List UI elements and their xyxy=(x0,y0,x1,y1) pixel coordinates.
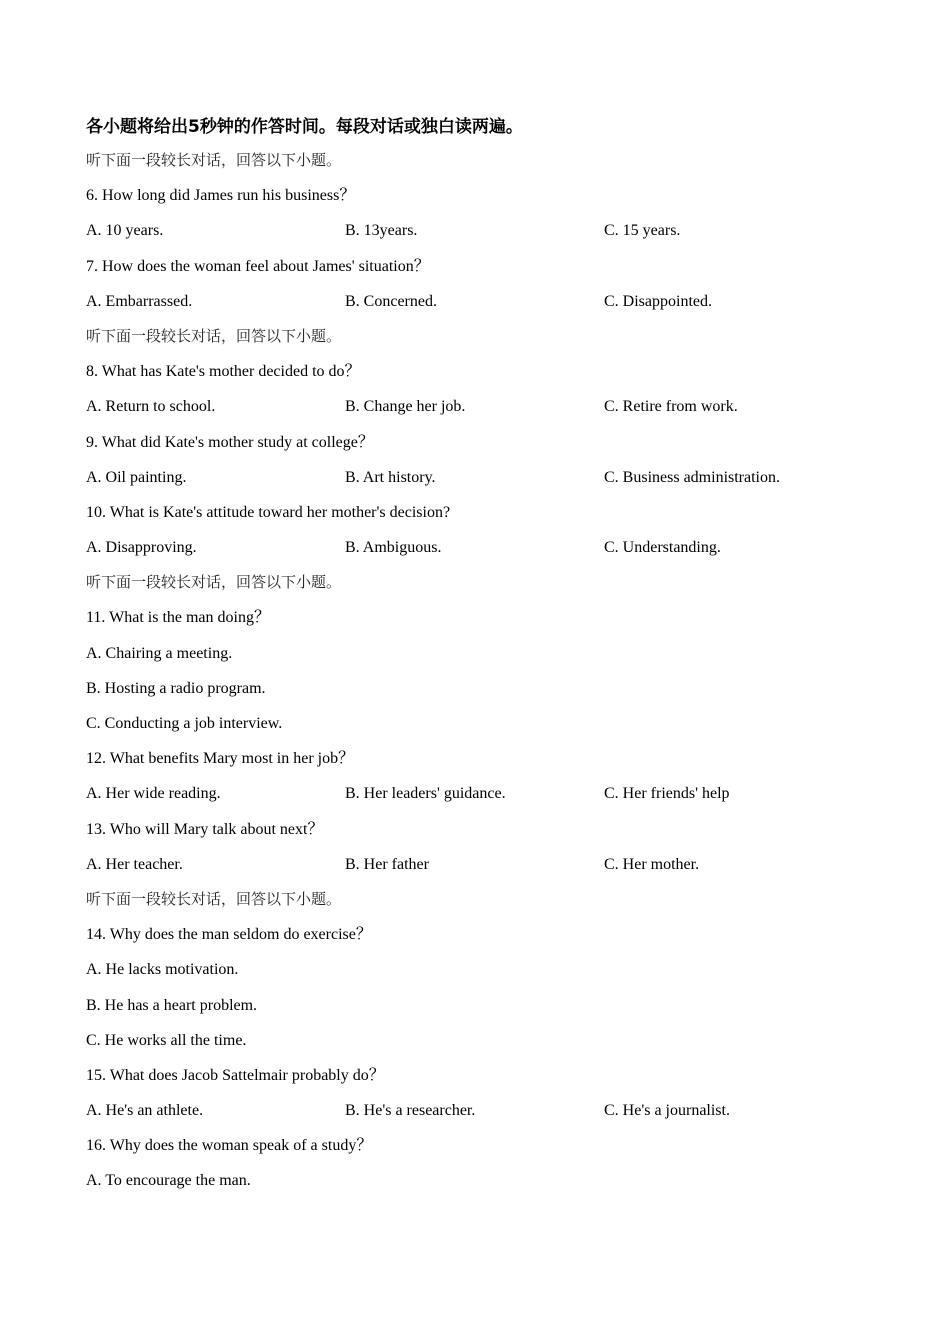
question-8: 8. What has Kate's mother decided to do？ xyxy=(86,363,361,381)
option-b: B. Her leaders' guidance. xyxy=(345,785,506,803)
section-prompt: 听下面一段较长对话，回答以下小题。 xyxy=(86,151,342,169)
option-b: B. Ambiguous. xyxy=(345,539,442,557)
options-8 xyxy=(86,389,886,424)
option-b: B. Her father xyxy=(345,855,429,873)
option-c: C. Disappointed. xyxy=(604,292,712,310)
option-b: B. He's a researcher. xyxy=(345,1102,476,1120)
option-b: B. Concerned. xyxy=(345,292,437,310)
option-a: A. Her wide reading. xyxy=(86,785,221,803)
option-b: B. Change her job. xyxy=(345,398,466,416)
option-a: A. To encourage the man. xyxy=(86,1172,251,1190)
option-a: A. Oil painting. xyxy=(86,468,187,486)
section-prompt: 听下面一段较长对话，回答以下小题。 xyxy=(86,889,342,908)
option-a: A. Embarrassed. xyxy=(86,292,193,310)
option-c: C. Business administration. xyxy=(604,468,780,486)
question-14: 14. Why does the man seldom do exercise？ xyxy=(86,926,372,944)
question-7: 7. How does the woman feel about James' situation？ xyxy=(86,257,430,275)
section-prompt: 听下面一段较长对话，回答以下小题。 xyxy=(86,326,342,345)
option-a: A. He's an athlete. xyxy=(86,1102,204,1120)
options-13 xyxy=(86,847,886,882)
question-16: 16. Why does the woman speak of a study？ xyxy=(86,1137,373,1155)
options-7 xyxy=(86,284,886,319)
question-12: 12. What benefits Mary most in her job？ xyxy=(86,750,355,768)
option-c: C. Her mother. xyxy=(604,855,700,873)
option-b: B. Hosting a radio program. xyxy=(86,679,266,697)
question-13: 13. Who will Mary talk about next？ xyxy=(86,820,324,838)
option-a: A. 10 years. xyxy=(86,222,164,240)
option-a: A. Her teacher. xyxy=(86,855,183,873)
option-c: C. He's a journalist. xyxy=(604,1102,730,1120)
option-c: C. Conducting a job interview. xyxy=(86,715,283,732)
options-6 xyxy=(86,213,886,248)
exam-page xyxy=(86,112,886,1199)
option-a: A. Chairing a meeting. xyxy=(86,644,233,662)
option-b: B. Art history. xyxy=(345,468,436,486)
options-9 xyxy=(86,460,886,495)
instruction-heading: 各小题将给出5秒钟的作答时间。每段对话或独白读两遍。 xyxy=(86,117,523,137)
question-9: 9. What did Kate's mother study at college？ xyxy=(86,433,374,451)
option-c: C. He works all the time. xyxy=(86,1031,247,1049)
option-c: C. Retire from work. xyxy=(604,398,738,416)
option-c: C. Her friends' help xyxy=(604,785,730,803)
options-15 xyxy=(86,1093,886,1128)
question-11: 11. What is the man doing？ xyxy=(86,609,270,627)
option-c: C. 15 years. xyxy=(604,222,681,240)
option-a: A. He lacks motivation. xyxy=(86,961,239,979)
options-12 xyxy=(86,776,886,811)
options-10 xyxy=(86,530,886,565)
question-15: 15. What does Jacob Sattelmair probably do？ xyxy=(86,1066,385,1084)
option-a: A. Disapproving. xyxy=(86,539,197,557)
question-6: 6. How long did James run his business？ xyxy=(86,187,356,205)
option-b: B. 13years. xyxy=(345,222,418,240)
option-b: B. He has a heart problem. xyxy=(86,996,258,1014)
option-c: C. Understanding. xyxy=(604,539,721,557)
section-prompt: 听下面一段较长对话，回答以下小题。 xyxy=(86,573,342,592)
question-10: 10. What is Kate's attitude toward her mother's decision? xyxy=(86,503,451,521)
option-a: A. Return to school. xyxy=(86,398,216,416)
